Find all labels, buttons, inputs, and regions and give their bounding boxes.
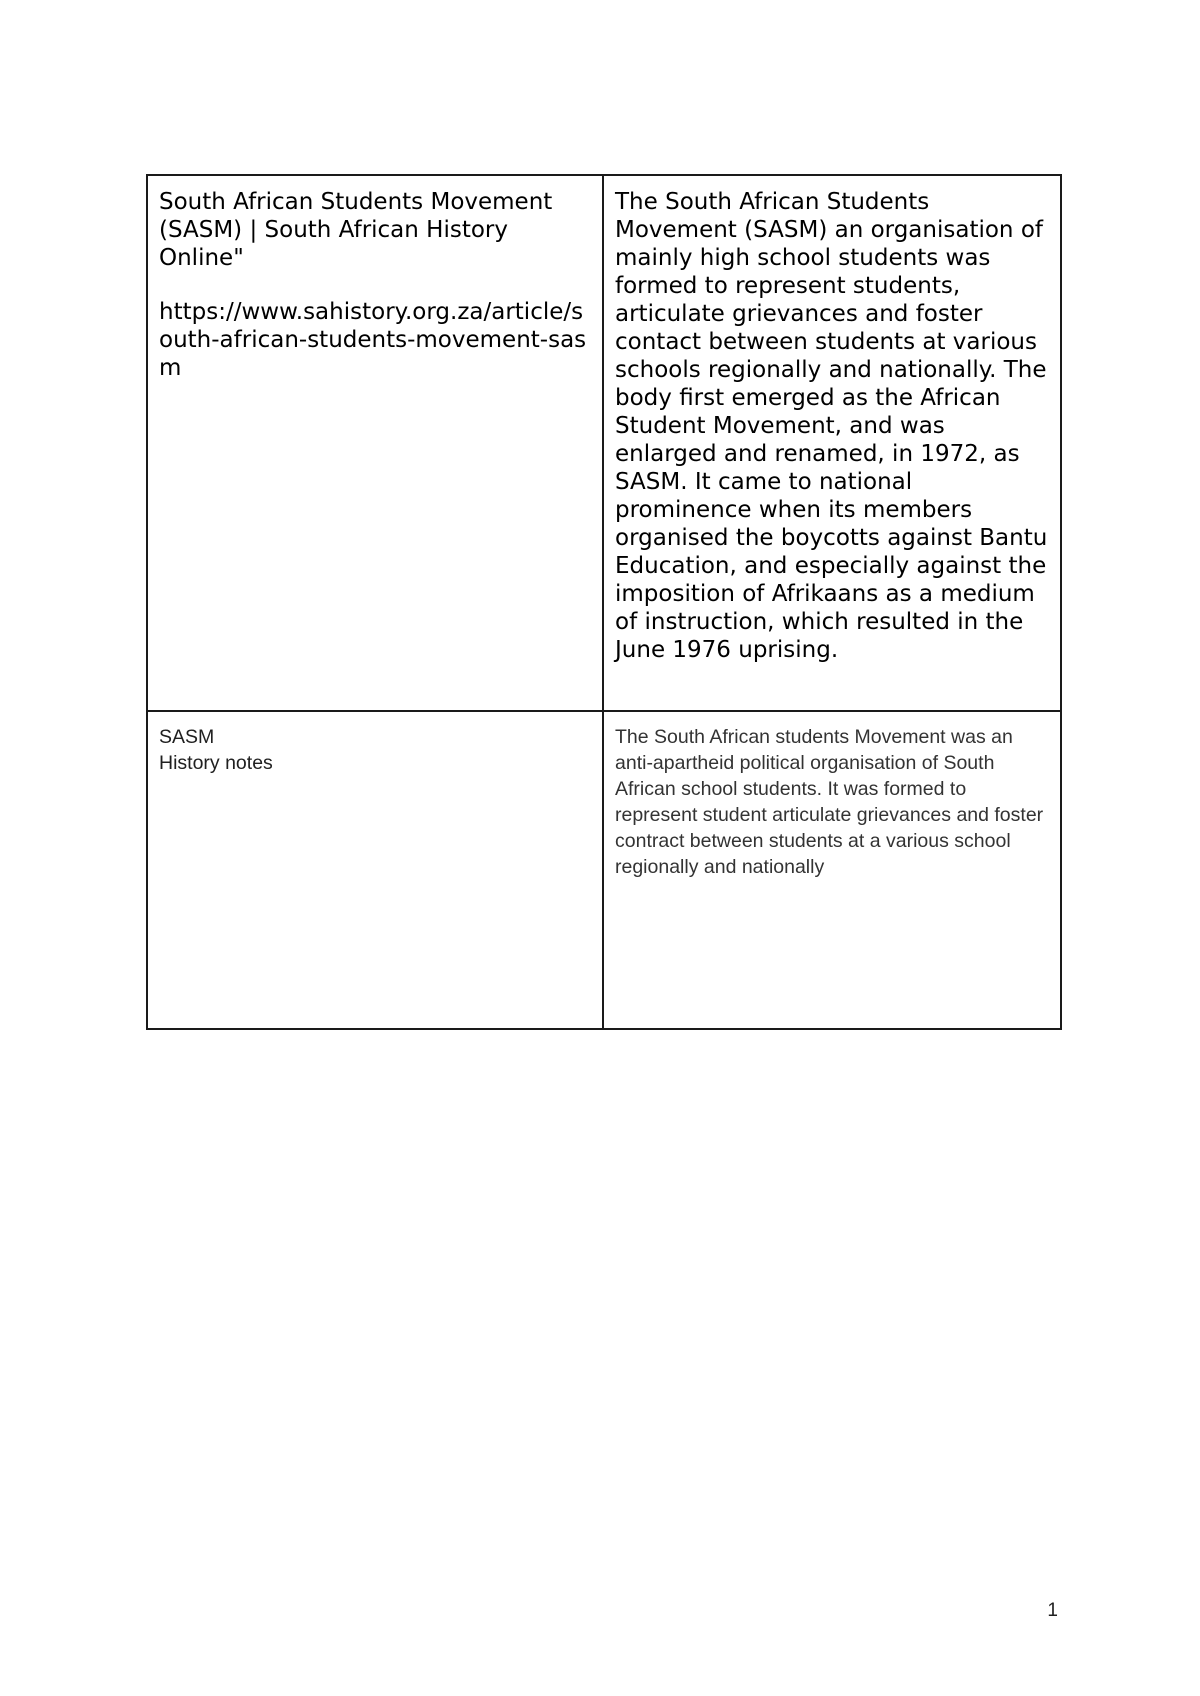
notes-source-title: SASM [159,726,215,748]
source-summary-cell [603,175,1061,711]
notes-source-cell [147,711,603,1029]
notes-source-subtitle: History notes [159,752,273,774]
notes-summary-cell [603,711,1061,1029]
table-row [147,175,1061,711]
source-title: South African Students Movement (SASM) | South African History Online" [159,189,553,271]
source-summary-text: The South African Students Movement (SASM) an organisation of mainly high school students was formed to represent students, articulate grievances and foster contact between students at various schools regionally and nationally. The body first emerged as the African Student Movement, and was enlarged and renamed, in 1972, as SASM. It came to national prominence when its members organised the boycotts against Bantu Education, and especially against the imposition of Afrikaans as a medium of instruction, which resulted in the June 1976 uprising. [615,189,1048,663]
source-url[interactable]: https://www.sahistory.org.za/article/south-african-students-movement-sasm [159,299,587,381]
sources-table [146,174,1062,1030]
notes-summary-text: The South African students Movement was an anti-apartheid political organisation of South African school students. It was formed to represent student articulate grievances and foster contract between students at a various school regionally and nationally [615,726,1044,878]
source-citation-cell [147,175,603,711]
page-number: 1 [1047,1600,1058,1621]
table-row [147,711,1061,1029]
